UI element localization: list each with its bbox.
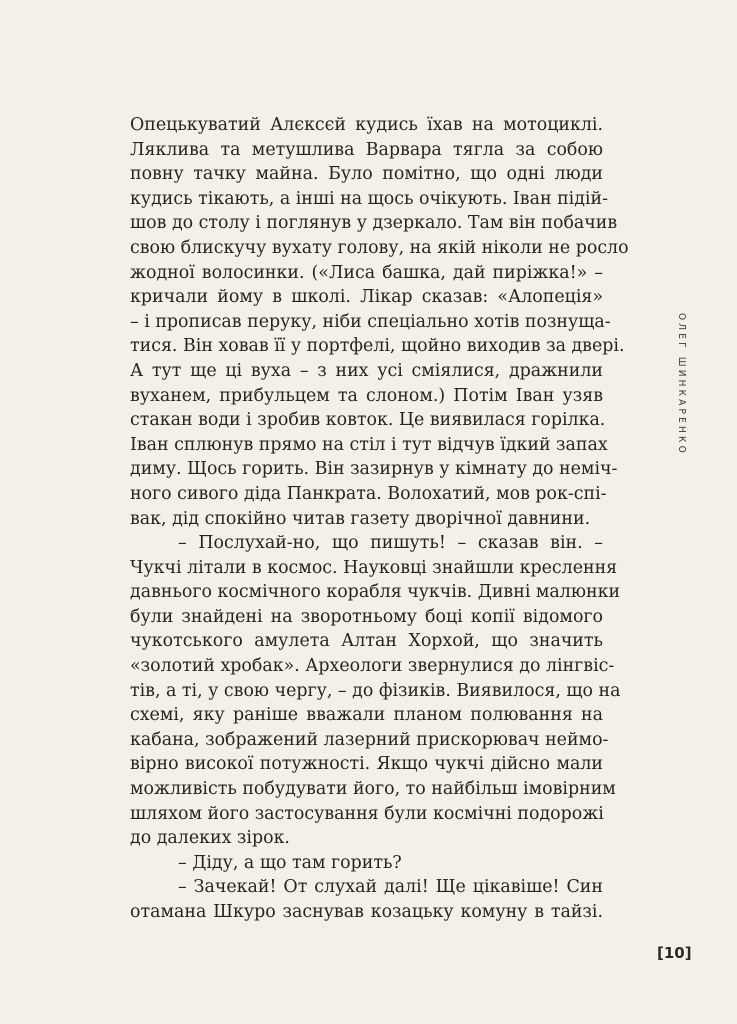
text-line: вуханем, прибульцем та слоном.) Потім Іван узяв (130, 385, 603, 406)
text-line: повну тачку майна. Було помітно, що одні люди (130, 164, 603, 185)
text-line: ного сивого діда Панкрата. Волохатий, мов рок-спі- (130, 483, 607, 504)
text-line: отамана Шкуро заснував козацьку комуну в тайзі. (130, 902, 603, 922)
text-line: Іван сплюнув прямо на стіл і тут відчув їдкий запах (130, 434, 608, 455)
text-line: «золотий хробак». Археологи звернулися до лінгвіс- (130, 656, 615, 677)
text-line: до далеких зірок. (130, 828, 290, 849)
text-line: Опецькуватий Алєксєй кудись їхав на мотоциклі. (130, 115, 603, 135)
text-line: – Послухай-но, що пишуть! – сказав він. – (178, 533, 603, 554)
text-line: Ляклива та метушлива Варвара тягла за собою (130, 139, 603, 160)
text-line: диму. Щось горить. Він зазирнув у кімнату до неміч- (130, 459, 618, 480)
text-line: тів, а ті, у свою чергу, – до фізиків. Виявилося, що на (130, 680, 621, 701)
text-line: чукотського амулета Алтан Хорхой, що значить (130, 631, 603, 652)
text-line: жодної волосинки. («Лиса башка, дай пиріжка!» – (130, 262, 603, 283)
text-line: кричали йому в школі. Лікар сказав: «Алопеція» (130, 287, 603, 308)
text-line: давнього космічного корабля чукчів. Дивні малюнки (130, 582, 621, 603)
body-text (130, 113, 629, 925)
text-line: – Зачекай! От слухай далі! Ще цікавіше! Син (178, 877, 603, 898)
text-line: вак, дід спокійно читав газету дворічної давнини. (130, 508, 591, 529)
text-line: шов до столу і поглянув у дзеркало. Там він побачив (130, 213, 618, 234)
page-number: [10] (657, 944, 692, 962)
text-line: тися. Він ховав її у портфелі, щойно виходив за двері. (130, 336, 625, 357)
text-line: – і прописав перуку, ніби спеціально хотів познуща- (130, 311, 611, 332)
text-line: – Діду, а що там горить? (178, 852, 402, 873)
text-line: кабана, зображений лазерний прискорювач неймо- (130, 729, 609, 750)
text-line: можливість побудувати його, то найбільш імовірним (130, 779, 616, 800)
text-line: А тут ще ці вуха – з них усі сміялися, дражнили (130, 360, 603, 381)
text-line: Чукчі літали в космос. Науковці знайшли креслення (130, 557, 618, 578)
text-line: схемі, яку раніше вважали планом полювання на (130, 705, 603, 726)
text-line: вірно високої потужності. Якщо чукчі дійсно мали (130, 754, 603, 775)
text-line: були знайдені на зворотньому боці копії відомого (130, 606, 603, 627)
running-head-author: ОЛЕГ ШИНКАРЕНКО (676, 313, 687, 456)
text-line: кудись тікають, а інші на щось очікують. Іван підій- (130, 188, 608, 209)
text-line: стакан води і зробив ковток. Це виявилася горілка. (130, 410, 606, 431)
text-line: свою блискучу вухату голову, на якій ніколи не росло (130, 237, 629, 258)
text-line: шляхом його застосування були космічні подорожі (130, 803, 604, 824)
